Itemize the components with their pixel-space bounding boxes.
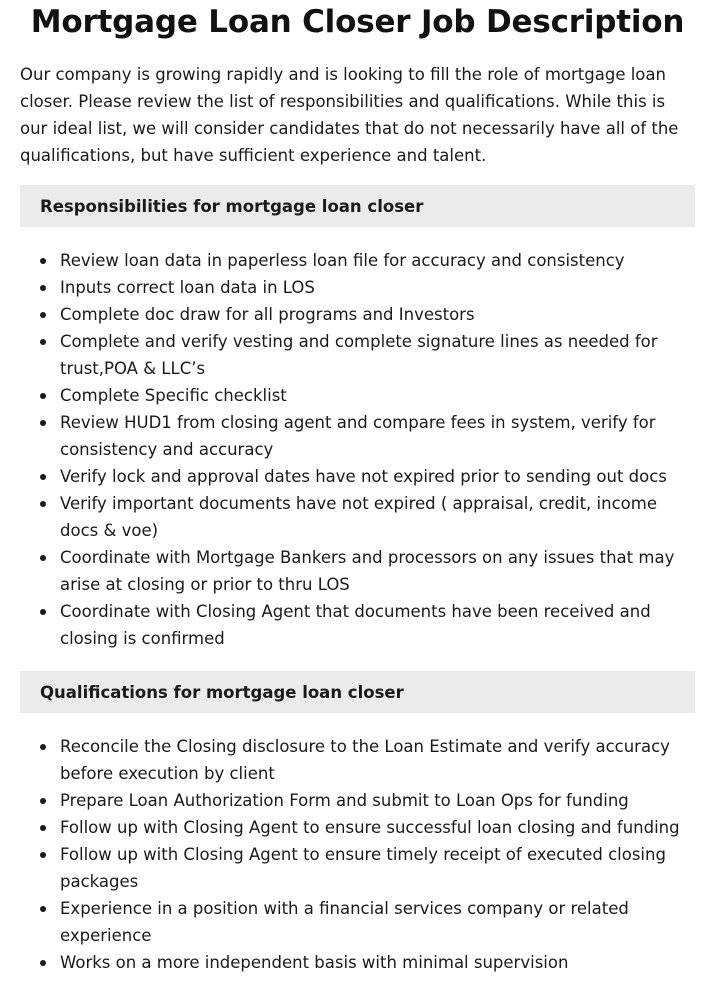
list-item-text: Prepare Loan Authorization Form and submit to Loan Ops for funding xyxy=(60,791,629,810)
list-item xyxy=(20,733,695,787)
bullet-icon xyxy=(40,339,46,345)
list-item-text: Follow up with Closing Agent to ensure successful loan closing and funding xyxy=(60,818,680,837)
list-item-text: Works on a more independent basis with minimal supervision xyxy=(60,953,569,972)
list-item xyxy=(20,490,695,544)
bullet-icon xyxy=(40,285,46,291)
list-item xyxy=(20,247,695,274)
bullet-icon xyxy=(40,501,46,507)
list-item xyxy=(20,787,695,814)
list-item xyxy=(20,841,695,895)
list-item xyxy=(20,328,695,382)
responsibilities-heading xyxy=(20,185,695,227)
bullet-icon xyxy=(40,393,46,399)
list-item xyxy=(20,544,695,598)
bullet-icon xyxy=(40,258,46,264)
bullet-icon xyxy=(40,906,46,912)
bullet-icon xyxy=(40,825,46,831)
list-item xyxy=(20,463,695,490)
list-item-text: Complete Specific checklist xyxy=(60,386,287,405)
bullet-icon xyxy=(40,312,46,318)
list-item-text: Experience in a position with a financial services company or related experience xyxy=(60,899,629,945)
list-item xyxy=(20,274,695,301)
list-item xyxy=(20,301,695,328)
bullet-icon xyxy=(40,474,46,480)
page-title: Mortgage Loan Closer Job Description xyxy=(30,4,685,40)
qualifications-heading xyxy=(20,671,695,713)
list-item-text: Review HUD1 from closing agent and compare fees in system, verify for consistency and accuracy xyxy=(60,413,656,459)
list-item-text: Reconcile the Closing disclosure to the Loan Estimate and verify accuracy before execution by client xyxy=(60,737,670,783)
list-item-text: Review loan data in paperless loan file for accuracy and consistency xyxy=(60,251,625,270)
list-item-text: Complete and verify vesting and complete signature lines as needed for trust,POA & LLC’s xyxy=(60,332,658,378)
list-item-text: Coordinate with Closing Agent that documents have been received and closing is confirmed xyxy=(60,602,651,648)
qualifications-list xyxy=(20,733,695,976)
bullet-icon xyxy=(40,960,46,966)
list-item xyxy=(20,895,695,949)
bullet-icon xyxy=(40,609,46,615)
qualifications-heading-label: Qualifications for mortgage loan closer xyxy=(40,682,404,702)
list-item-text: Inputs correct loan data in LOS xyxy=(60,278,315,297)
list-item xyxy=(20,949,695,976)
list-item-text: Verify important documents have not expired ( appraisal, credit, income docs & voe) xyxy=(60,494,657,540)
list-item xyxy=(20,382,695,409)
list-item-text: Complete doc draw for all programs and Investors xyxy=(60,305,475,324)
responsibilities-list xyxy=(20,247,695,652)
bullet-icon xyxy=(40,420,46,426)
bullet-icon xyxy=(40,852,46,858)
list-item xyxy=(20,814,695,841)
responsibilities-heading-label: Responsibilities for mortgage loan closer xyxy=(40,196,424,216)
list-item-text: Coordinate with Mortgage Bankers and processors on any issues that may arise at closing or prior to thru LOS xyxy=(60,548,675,594)
list-item xyxy=(20,598,695,652)
intro-paragraph: Our company is growing rapidly and is looking to fill the role of mortgage loan closer. Please review the list of responsibilities and qualifications. While this is our ideal list, we will consider candidates that do not necessarily have all of the qualifications, but have sufficient experience and talent. xyxy=(20,65,679,165)
bullet-icon xyxy=(40,744,46,750)
list-item-text: Follow up with Closing Agent to ensure timely receipt of executed closing packages xyxy=(60,845,666,891)
bullet-icon xyxy=(40,798,46,804)
list-item-text: Verify lock and approval dates have not expired prior to sending out docs xyxy=(60,467,667,486)
list-item xyxy=(20,409,695,463)
bullet-icon xyxy=(40,555,46,561)
